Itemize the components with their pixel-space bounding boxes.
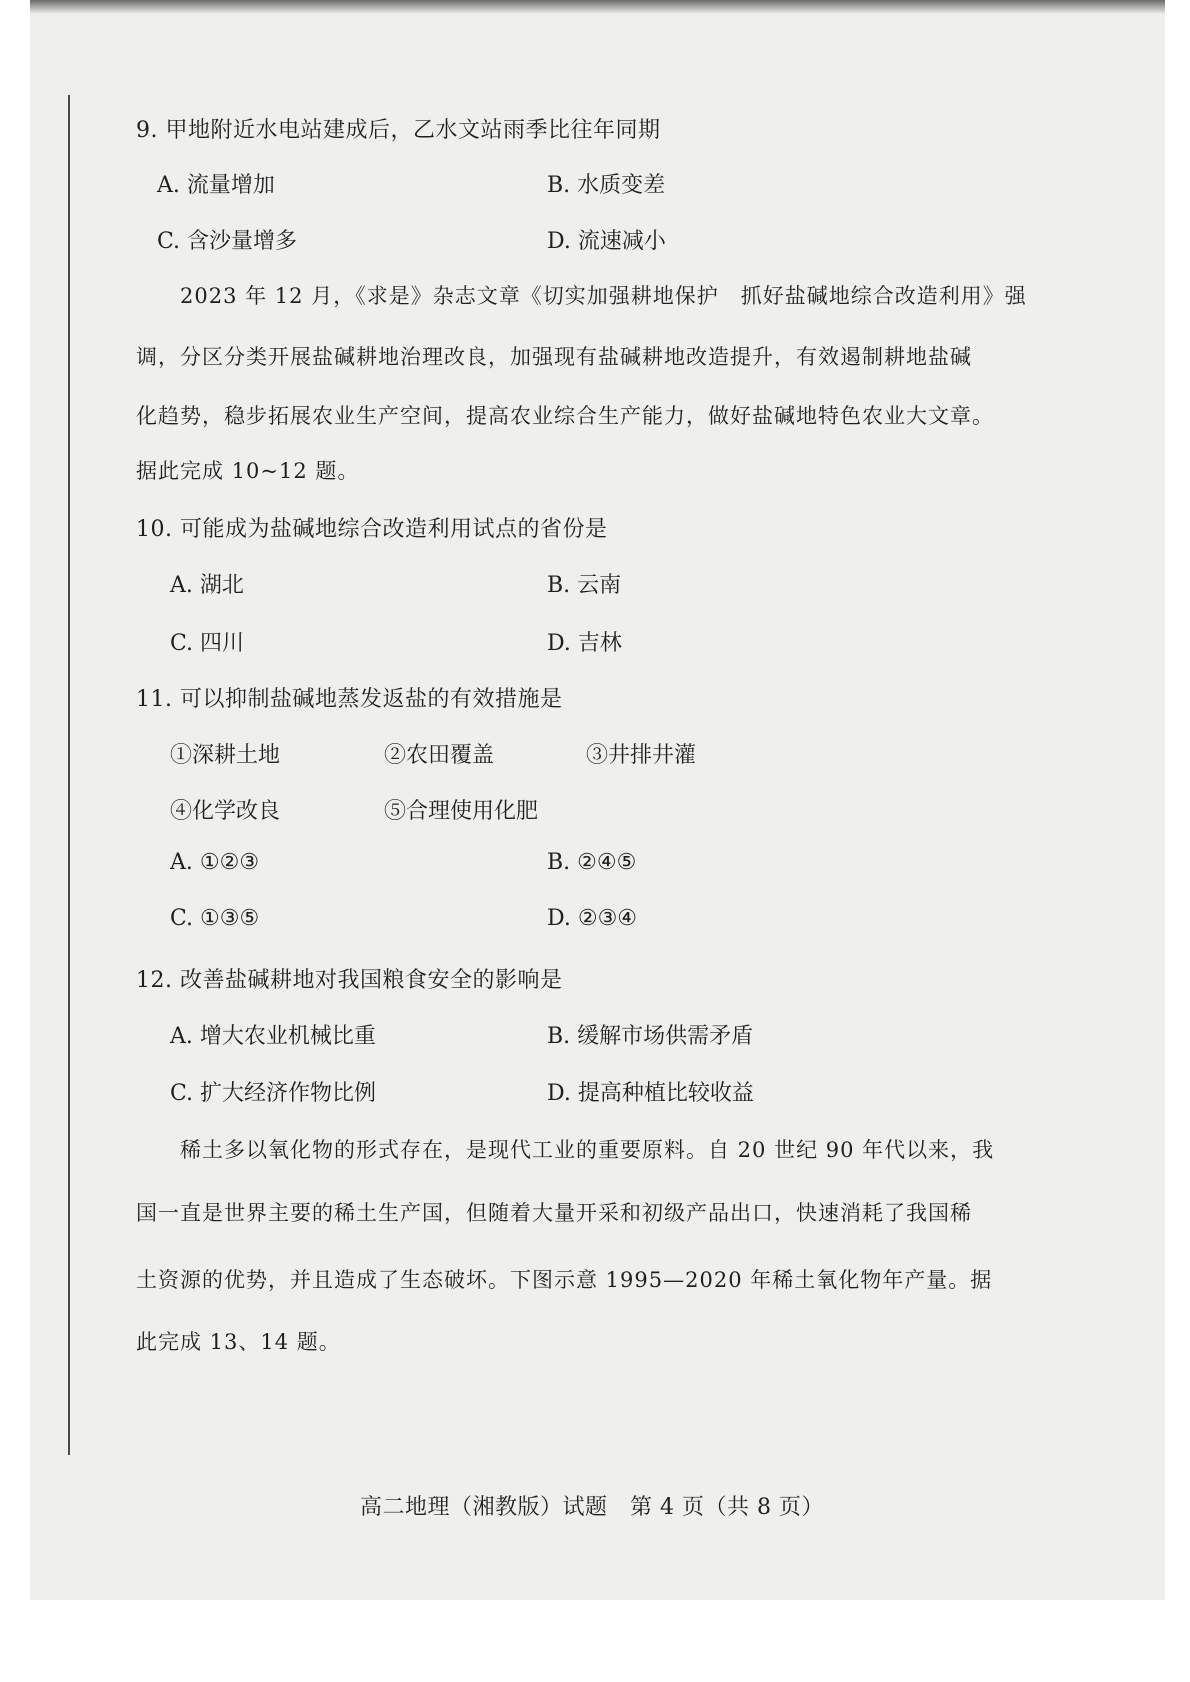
question-12-option-c: C. 扩大经济作物比例 xyxy=(170,1081,377,1106)
binding-margin-line xyxy=(68,95,70,1455)
exam-page xyxy=(30,0,1165,1600)
question-9-option-d: D. 流速减小 xyxy=(547,229,666,254)
question-9-option-c: C. 含沙量增多 xyxy=(157,229,298,254)
passage-2-line-2: 国一直是世界主要的稀土生产国，但随着大量开采和初级产品出口，快速消耗了我国稀 xyxy=(136,1201,972,1225)
passage-1-line-1: 2023 年 12 月，《求是》杂志文章《切实加强耕地保护 抓好盐碱地综合改造利用》强 xyxy=(180,284,1027,308)
passage-1-line-4: 据此完成 10~12 题。 xyxy=(136,459,360,483)
question-12-option-a: A. 增大农业机械比重 xyxy=(170,1024,376,1049)
question-11-measure-3: ③井排井灌 xyxy=(586,743,697,768)
page-footer: 高二地理（湘教版）试题 第 4 页（共 8 页） xyxy=(360,1495,824,1520)
question-11-option-b: B. ②④⑤ xyxy=(547,850,637,875)
question-10-option-b: B. 云南 xyxy=(547,573,622,598)
passage-2-line-4: 此完成 13、14 题。 xyxy=(136,1330,341,1354)
question-11-option-d: D. ②③④ xyxy=(547,906,638,931)
question-10-option-c: C. 四川 xyxy=(170,631,245,656)
passage-1-line-3: 化趋势，稳步拓展农业生产空间，提高农业综合生产能力，做好盐碱地特色农业大文章。 xyxy=(136,404,994,428)
question-10-option-a: A. 湖北 xyxy=(170,573,244,598)
question-11-measure-2: ②农田覆盖 xyxy=(384,743,495,768)
question-11-option-c: C. ①③⑤ xyxy=(170,906,260,931)
question-11-measure-4: ④化学改良 xyxy=(170,799,281,824)
passage-2-line-3: 土资源的优势，并且造成了生态破坏。下图示意 1995—2020 年稀土氧化物年产量。据 xyxy=(136,1268,993,1292)
question-10-stem: 10. 可能成为盐碱地综合改造利用试点的省份是 xyxy=(136,517,608,542)
question-11-measure-1: ①深耕土地 xyxy=(170,743,281,768)
question-12-option-d: D. 提高种植比较收益 xyxy=(547,1081,754,1106)
question-11-option-a: A. ①②③ xyxy=(170,850,260,875)
passage-1-line-2: 调，分区分类开展盐碱耕地治理改良，加强现有盐碱耕地改造提升，有效遏制耕地盐碱 xyxy=(136,345,972,369)
question-12-option-b: B. 缓解市场供需矛盾 xyxy=(547,1024,754,1049)
question-9-stem: 9. 甲地附近水电站建成后，乙水文站雨季比往年同期 xyxy=(136,118,661,143)
passage-2-line-1: 稀土多以氧化物的形式存在，是现代工业的重要原料。自 20 世纪 90 年代以来，我 xyxy=(180,1138,995,1162)
scan-shadow xyxy=(30,0,1165,14)
question-9-option-a: A. 流量增加 xyxy=(157,173,275,198)
question-10-option-d: D. 吉林 xyxy=(547,631,622,656)
question-11-stem: 11. 可以抑制盐碱地蒸发返盐的有效措施是 xyxy=(136,687,563,712)
question-9-option-b: B. 水质变差 xyxy=(547,173,666,198)
question-12-stem: 12. 改善盐碱耕地对我国粮食安全的影响是 xyxy=(136,968,563,993)
question-11-measure-5: ⑤合理使用化肥 xyxy=(384,799,539,824)
